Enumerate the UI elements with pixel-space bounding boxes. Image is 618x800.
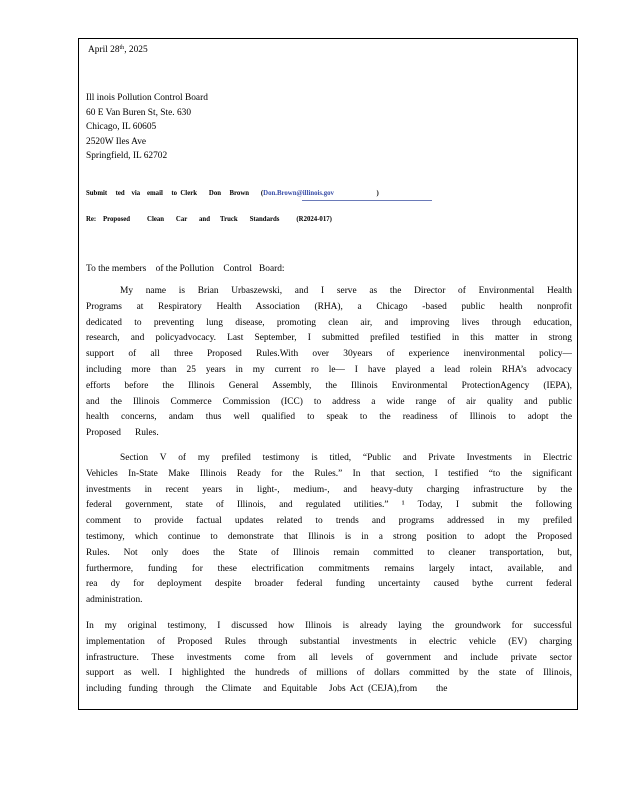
paragraph-line: My name is Brian Urbaszewski, and I serve as the Director of Environmental Health [120,286,572,296]
paragraph-line: infrastructure. These investments come from all levels of government and include private sector [86,652,572,663]
letter-date: April 28th, 2025 [88,45,148,55]
paragraph-line: In my original testimony, I discussed how Illinois is already laying the groundwork for successful [86,621,572,631]
paragraph-line: Rules. Not only does the State of Illinois remain committed to cleaner transportation, but, [86,547,572,558]
paragraph-line: administration. [86,595,143,606]
paragraph-line: comment to provide factual updates related to trends and programs addressed in my prefiled [86,516,572,527]
paragraph-line: implementation of Proposed Rules through substantial investments in electric vehicle (EV) charging [86,636,572,647]
paragraph-line: and the Illinois Commerce Commission (ICC) to address a wide range of air quality and public [86,396,572,407]
paragraph-line: including more than 25 years in my current ro le— I have played a lead rolein RHA’s advocacy [86,364,572,375]
address-line: Chicago, IL 60605 [86,122,157,132]
paragraph-intro [86,284,572,442]
paragraph-line: Programs at Respiratory Health Association (RHA), a Chicago -based public health nonprofit [86,301,572,312]
paragraph-line: Vehicles In-State Make Illinois Ready for the Rules.” In that section, I testified “to the significant [86,468,572,479]
paragraph-line: federal government, state of Illinois, and regulated utilities.” ¹ Today, I submit the following [86,500,572,511]
address-line: 2520W Iles Ave [86,136,147,147]
paragraph-line: support as well. I highlighted the hundreds of millions of dollars committed by the state of Illinois, [86,668,572,679]
paragraph-line: dedicated to preventing lung disease, promoting clean air, and improving lives through education, [86,317,572,328]
address-line: Ill inois Pollution Control Board [86,93,208,103]
letter-page [78,38,578,710]
submission-note: Submit ted via email to Clerk Don Brown (Don.Brown@illinois.gov ) [86,190,379,197]
paragraph-line: including funding through the Climate and Equitable Jobs Act (CEJA),from the [86,684,448,695]
recipient-address [86,91,208,164]
paragraph-line: health concerns, andam thus well qualified to speak to the readiness of Illinois to adopt the [86,412,572,423]
address-line: 60 E Van Buren St, Ste. 630 [86,107,192,118]
paragraph-line: Section V of my prefiled testimony is titled, “Public and Private Investments in Electric [120,453,572,463]
paragraph-line: efforts before the Illinois General Assembly, the Illinois Environmental ProtectionAgency (IEPA), [86,380,572,391]
salutation: To the members of the Pollution Control Board: [86,264,285,274]
paragraph-line: testimony, which continue to demonstrate that Illinois is in a strong position to adopt the Proposed [86,531,572,542]
paragraph-line: research, and policyadvocacy. Last September, I submitted prefiled testified in this matter in strong [86,333,572,344]
paragraph-line: furthermore, funding for these electrification commitments remains largely intact, available, and [86,563,572,574]
re-line: Re: Proposed Clean Car and Truck Standards (R2024-017) [86,216,332,223]
clerk-email-link[interactable]: Don.Brown@illinois.gov [263,190,334,197]
paragraph-line: investments in recent years in light-, medium-, and heavy-duty charging infrastructure by the [86,484,572,495]
email-underline [302,200,432,201]
paragraph-original-testimony [86,619,572,698]
paragraph-section-v [86,451,572,609]
paragraph-line: Proposed Rules. [86,428,159,439]
paragraph-line: support of all three Proposed Rules.With over 30years of experience inenvironmental policy— [86,349,572,360]
paragraph-line: rea dy for deployment despite broader federal funding uncertainty caused bythe current federal [86,579,572,590]
address-line: Springfield, IL 62702 [86,151,168,161]
